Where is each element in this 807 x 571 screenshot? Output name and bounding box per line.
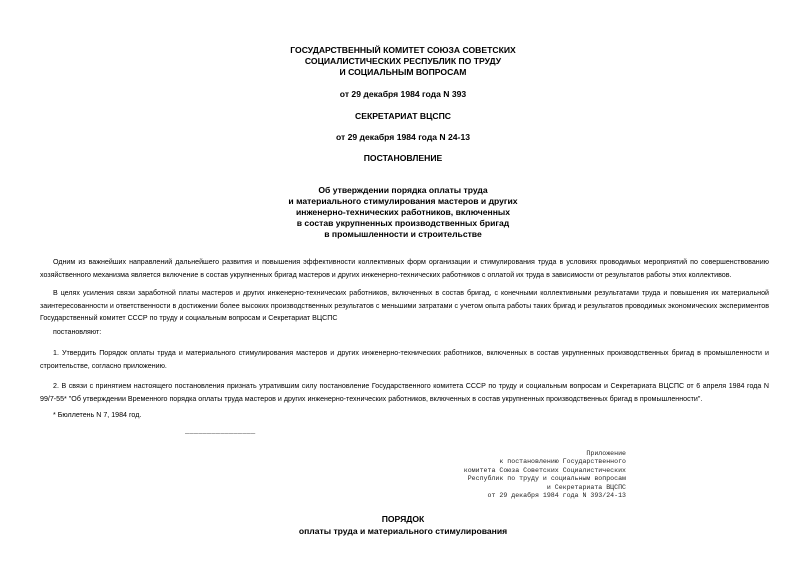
appendix-heading — [440, 450, 626, 500]
document-type: ПОСТАНОВЛЕНИЕ — [363, 153, 443, 163]
appendix-line: к постановлению Государственного — [499, 458, 626, 466]
appendix-line: и Секретариата ВЦСПС — [546, 483, 626, 491]
body-paragraph-5: 2. В связи с принятием настоящего постановления признать утратившим силу постановление Государственного комитета СССР по труду и социальным вопросам и Секретариата ВЦСПС от 6 апреля 1984 года N 99/7-55* "Об утверждении Временного порядка оплаты труда мастеров и других инженерно-технических работников, включенных в состав укрупненных производственных бригад в промышленности". — [40, 382, 769, 403]
procedure-heading — [160, 513, 646, 537]
body-paragraph-1: Одним из важнейших направлений дальнейшего развития и повышения эффективности коллективных форм организации и стимулирования труда в условиях проводимых мероприятий по совершенствованию хозяйственного механизма является включение в состав укрупненных бригад мастеров и других инженерно-технических работников с оплатой их труда в зависимости от результатов работы этих коллективов. — [40, 258, 769, 279]
secretariat-date: от 29 декабря 1984 года N 24-13 — [335, 132, 471, 142]
subject-line: Об утверждении порядка оплаты труда — [318, 185, 488, 195]
subject-line: в промышленности и строительстве — [324, 229, 482, 239]
body-paragraph-2: В целях усиления связи заработной платы мастеров и других инженерно-технических работников, включенных в состав бригад, с конечными коллективными результатами труда и повышения их материальной заинтересованности и ответственности в достижении более высоких производственных результатов с меньшими затратами с учетом опыта работы таких бригад и результатов проводимых экономических экспериментов Государственный комитет СССР по труду и социальным вопросам и Секретариат ВЦСПС — [40, 289, 769, 323]
committee-line: СОЦИАЛИСТИЧЕСКИХ РЕСПУБЛИК ПО ТРУДУ — [304, 56, 502, 66]
subject-line: инженерно-технических работников, включенных — [295, 207, 511, 217]
subject-line: в состав укрупненных производственных бригад — [296, 218, 510, 228]
body-paragraph-4: 1. Утвердить Порядок оплаты труда и материального стимулирования мастеров и других инженерно-технических работников, включенных в состав укрупненных производственных бригад в промышленности и строительстве, согласно приложению. — [40, 349, 769, 370]
subject-line: и материального стимулирования мастеров и других — [288, 196, 518, 206]
committee-line: ГОСУДАРСТВЕННЫЙ КОМИТЕТ СОЮЗА СОВЕТСКИХ — [290, 45, 516, 55]
secretariat-name: СЕКРЕТАРИАТ ВЦСПС — [355, 111, 451, 121]
document-subject — [160, 185, 646, 240]
appendix-line: Республик по труду и социальным вопросам — [467, 475, 626, 483]
committee-line: И СОЦИАЛЬНЫМ ВОПРОСАМ — [339, 67, 467, 77]
footnote-rule: ________________ — [185, 428, 256, 436]
appendix-line: комитета Союза Советских Социалистических — [463, 466, 626, 474]
committee-date: от 29 декабря 1984 года N 393 — [339, 89, 467, 99]
procedure-subtitle: оплаты труда и материального стимулирования — [298, 526, 508, 536]
appendix-line: от 29 декабря 1984 года N 393/24-13 — [487, 492, 626, 500]
committee-name — [160, 45, 646, 78]
appendix-line: Приложение — [586, 450, 626, 457]
procedure-title: ПОРЯДОК — [381, 514, 425, 524]
body-paragraph-3: постановляют: — [53, 328, 102, 336]
footnote: * Бюллетень N 7, 1984 год. — [53, 411, 142, 419]
